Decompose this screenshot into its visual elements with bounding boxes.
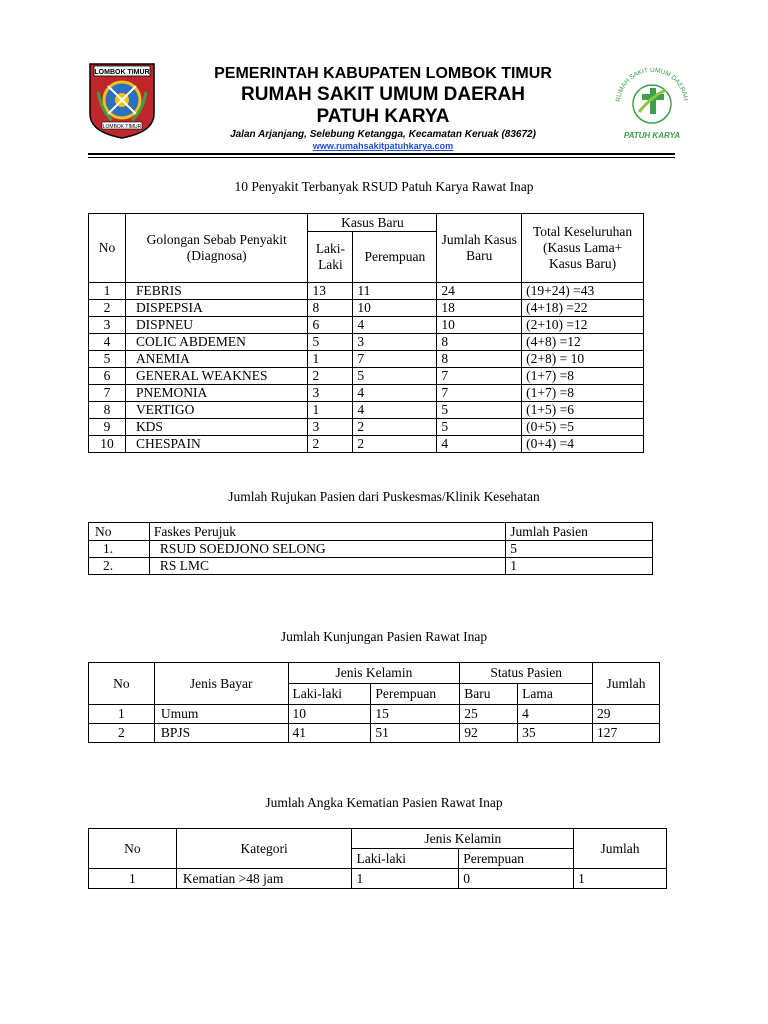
table-cell: 3 [308, 385, 353, 402]
table-cell: 3 [89, 317, 126, 334]
table-cell: (2+10) =12 [522, 317, 644, 334]
table-cell: ANEMIA [125, 351, 308, 368]
col-header-laki: Laki-Laki [308, 232, 353, 283]
header-hospital-name: RUMAH SAKIT UMUM DAERAH [241, 84, 525, 105]
table-cell: 0 [459, 869, 574, 889]
col-header-kasus-baru: Kasus Baru [308, 214, 437, 232]
logo-arc-text: RUMAH SAKIT UMUM DAERAH [615, 66, 689, 103]
logo-bottom-text: PATUH KARYA [623, 131, 681, 140]
col-header-jenis-kelamin: Jenis Kelamin [352, 829, 574, 849]
table-cell: 8 [437, 351, 522, 368]
col-header-jenis-bayar: Jenis Bayar [154, 663, 288, 705]
disease-row [89, 317, 644, 334]
table-cell: 41 [288, 724, 371, 743]
col-header-perempuan: Perempuan [371, 684, 460, 705]
table-cell: 6 [89, 368, 126, 385]
referral-table [88, 522, 653, 575]
col-header-diagnosa: Golongan Sebab Penyakit (Diagnosa) [125, 214, 308, 283]
mortality-row [89, 869, 667, 889]
table-cell: 3 [353, 334, 437, 351]
disease-row [89, 385, 644, 402]
table-cell: VERTIGO [125, 402, 308, 419]
table-cell: COLIC ABDEMEN [125, 334, 308, 351]
col-header-laki: Laki-laki [288, 684, 371, 705]
table-cell: 15 [371, 705, 460, 724]
col-header-jumlah-pasien: Jumlah Pasien [506, 523, 653, 541]
mortality-table [88, 828, 667, 889]
referral-row [89, 541, 653, 558]
table-cell: 8 [437, 334, 522, 351]
col-header-jumlah: Jumlah [593, 663, 660, 705]
col-header-baru: Baru [460, 684, 518, 705]
table-cell: 13 [308, 283, 353, 300]
table-cell: 1 [89, 283, 126, 300]
table-cell: (4+8) =12 [522, 334, 644, 351]
table4-caption: Jumlah Angka Kematian Pasien Rawat Inap [265, 795, 503, 810]
table-cell: DISPNEU [125, 317, 308, 334]
table-cell: 127 [593, 724, 660, 743]
table-cell: 2 [308, 436, 353, 453]
table1-caption: 10 Penyakit Terbanyak RSUD Patuh Karya Rawat Inap [234, 179, 534, 194]
table-cell: 2 [353, 436, 437, 453]
table-cell: 1 [89, 869, 177, 889]
table-cell: 5 [437, 402, 522, 419]
col-header-perempuan: Perempuan [459, 849, 574, 869]
table-cell: (1+7) =8 [522, 368, 644, 385]
table-cell: Umum [154, 705, 288, 724]
table-cell: RSUD SOEDJONO SELONG [149, 541, 505, 558]
rsud-patuh-karya-logo [606, 60, 698, 142]
table-cell: 8 [89, 402, 126, 419]
col-header-no: No [89, 214, 126, 283]
table-cell: 11 [353, 283, 437, 300]
table-cell: 5 [308, 334, 353, 351]
table-cell: (1+7) =8 [522, 385, 644, 402]
table-cell: (0+5) =5 [522, 419, 644, 436]
table-cell: 1 [308, 351, 353, 368]
table-cell: 5 [437, 419, 522, 436]
table-cell: 4 [353, 402, 437, 419]
header-divider-top [88, 153, 675, 155]
table-cell: 35 [518, 724, 593, 743]
col-header-kategori: Kategori [176, 829, 352, 869]
top-diseases-table [88, 213, 644, 453]
table-cell: 1 [308, 402, 353, 419]
disease-row [89, 419, 644, 436]
inpatient-visits-table [88, 662, 660, 743]
table-cell: (0+4) =4 [522, 436, 644, 453]
header-address: Jalan Arjanjang, Selebung Ketangga, Kecamatan Keruak (83672) [230, 129, 536, 140]
table-cell: (1+5) =6 [522, 402, 644, 419]
table-cell: Kematian >48 jam [176, 869, 352, 889]
header-hospital-subname: PATUH KARYA [316, 106, 450, 127]
table-cell: 51 [371, 724, 460, 743]
referral-row [89, 558, 653, 575]
table-cell: 4 [353, 317, 437, 334]
col-header-status-pasien: Status Pasien [460, 663, 593, 684]
table2-caption: Jumlah Rujukan Pasien dari Puskesmas/Klinik Kesehatan [228, 489, 540, 504]
table-cell: 7 [89, 385, 126, 402]
disease-row [89, 283, 644, 300]
header-website-link[interactable]: www.rumahsakitpatuhkarya.com [312, 141, 454, 151]
table-cell: 29 [593, 705, 660, 724]
table-cell: 24 [437, 283, 522, 300]
table-cell: 4 [89, 334, 126, 351]
col-header-no: No [89, 523, 150, 541]
table-cell: 6 [308, 317, 353, 334]
table-cell: 4 [437, 436, 522, 453]
table-cell: 92 [460, 724, 518, 743]
table3-caption: Jumlah Kunjungan Pasien Rawat Inap [280, 629, 488, 644]
disease-row [89, 368, 644, 385]
table-cell: 10 [437, 317, 522, 334]
table-cell: 2 [308, 368, 353, 385]
visit-row [89, 705, 660, 724]
col-header-faskes: Faskes Perujuk [149, 523, 505, 541]
table-cell: FEBRIS [125, 283, 308, 300]
table-cell: RS LMC [149, 558, 505, 575]
disease-row [89, 334, 644, 351]
table-cell: GENERAL WEAKNES [125, 368, 308, 385]
table-cell: 18 [437, 300, 522, 317]
col-header-lama: Lama [518, 684, 593, 705]
table-cell: PNEMONIA [125, 385, 308, 402]
col-header-laki: Laki-laki [352, 849, 459, 869]
col-header-total: Total Keseluruhan (Kasus Lama+ Kasus Baru) [522, 214, 644, 283]
visit-row [89, 724, 660, 743]
col-header-jenis-kelamin: Jenis Kelamin [288, 663, 460, 684]
table-cell: (4+18) =22 [522, 300, 644, 317]
table-cell: 1 [89, 705, 155, 724]
table-cell: 1. [89, 541, 150, 558]
table-cell: 10 [288, 705, 371, 724]
table-cell: BPJS [154, 724, 288, 743]
table-cell: KDS [125, 419, 308, 436]
emblem-bottom-text: LOMBOK TIMUR [102, 124, 142, 130]
emblem-top-text: LOMBOK TIMUR [94, 69, 150, 76]
table-cell: 5 [506, 541, 653, 558]
lombok-timur-emblem [88, 62, 156, 140]
col-header-perempuan: Perempuan [353, 232, 437, 283]
disease-row [89, 402, 644, 419]
table-cell: 7 [437, 368, 522, 385]
col-header-no: No [89, 663, 155, 705]
table-cell: (19+24) =43 [522, 283, 644, 300]
table-cell: CHESPAIN [125, 436, 308, 453]
table-cell: 9 [89, 419, 126, 436]
table-cell: 4 [518, 705, 593, 724]
col-header-no: No [89, 829, 177, 869]
table-cell: 5 [89, 351, 126, 368]
table-cell: 1 [574, 869, 667, 889]
header-government-line: PEMERINTAH KABUPATEN LOMBOK TIMUR [214, 65, 552, 82]
table-cell: 10 [353, 300, 437, 317]
table-cell: 5 [353, 368, 437, 385]
table-cell: 8 [308, 300, 353, 317]
table-cell: 2 [353, 419, 437, 436]
table-cell: 2 [89, 300, 126, 317]
table-cell: 2. [89, 558, 150, 575]
disease-row [89, 351, 644, 368]
table-cell: 2 [89, 724, 155, 743]
table-cell: 7 [437, 385, 522, 402]
disease-row [89, 300, 644, 317]
table-cell: 4 [353, 385, 437, 402]
table-cell: 1 [352, 869, 459, 889]
header-divider-bottom [88, 157, 675, 158]
table-cell: 10 [89, 436, 126, 453]
col-header-jumlah: Jumlah [574, 829, 667, 869]
table-cell: 25 [460, 705, 518, 724]
col-header-jumlah-kasus-baru: Jumlah Kasus Baru [437, 214, 522, 283]
disease-row [89, 436, 644, 453]
table-cell: 7 [353, 351, 437, 368]
table-cell: DISPEPSIA [125, 300, 308, 317]
table-cell: 3 [308, 419, 353, 436]
table-cell: (2+8) = 10 [522, 351, 644, 368]
table-cell: 1 [506, 558, 653, 575]
